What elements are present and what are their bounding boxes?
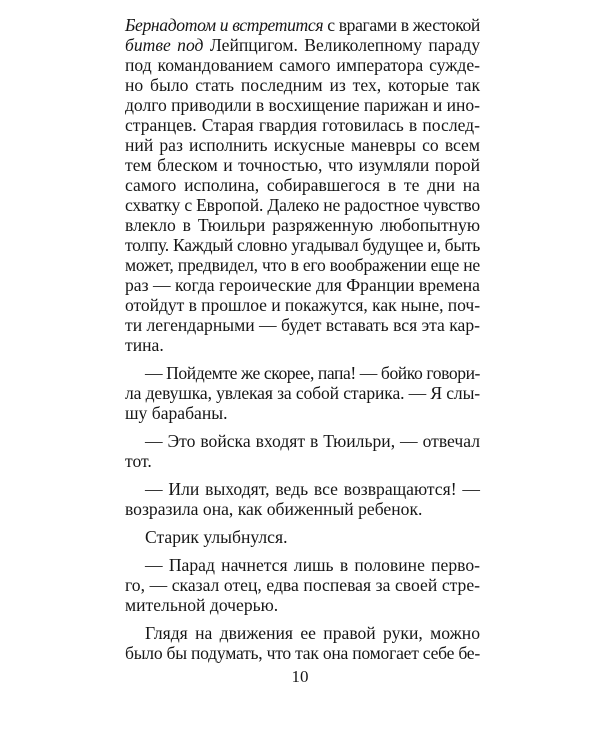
text-line-content: влекло в Тюильри разряженную любопытную: [125, 215, 480, 235]
text-line-content: долго приводили в восхищение парижан и ино-: [125, 95, 480, 115]
text-line-content: раз — когда героические для Франции времена: [125, 275, 480, 295]
text-line-content: ла девушка, увлекая за собой старика. — Я слы-: [125, 383, 480, 403]
text-line-content: под командованием самого императора сужде-: [125, 55, 480, 75]
text-line-content: — Парад начнется лишь в половине перво-: [145, 555, 480, 575]
text-line-content: тот.: [125, 451, 152, 471]
text-line-content: — Пойдемте же скорее, папа! — бойко говори-: [145, 363, 480, 383]
text-line: [0, 522, 600, 552]
page-number: 10: [291, 667, 309, 686]
text-line-content: тем блеском и точностью, что изумляли порой: [125, 155, 480, 175]
text-line-content: мительной дочерью.: [125, 595, 279, 615]
text-line: [0, 638, 600, 668]
regular-text: с врагами в жестокой: [323, 15, 480, 35]
text-line-content: странцев. Старая гвардия готовилась в послед-: [125, 115, 480, 135]
text-line-content: шу барабаны.: [125, 403, 228, 423]
text-line: [0, 446, 600, 476]
text-line-content: Старик улыбнулся.: [145, 527, 288, 547]
text-line-content: Глядя на движения ее правой руки, можно: [145, 623, 480, 643]
text-line-content: самого исполина, собиравшегося в те дни на: [125, 175, 480, 195]
text-line-content: схватку с Европой. Далеко не радостное чувство: [125, 195, 480, 215]
text-line: [0, 330, 600, 360]
text-line-content: тина.: [125, 335, 164, 355]
italic-text: Бернадотом и встретится: [125, 15, 324, 35]
text-line: [0, 398, 600, 428]
regular-text: Лейпцигом. Великолепному параду: [203, 35, 480, 55]
text-line-content: — Или выходят, ведь все возвращаются! —: [145, 479, 480, 499]
text-line-content: может, предвидел, что в его воображении еще не: [125, 255, 480, 275]
text-line-content: было бы подумать, что так она помогает себе бе-: [125, 643, 480, 663]
text-line-content: отойдут в прошлое и покажутся, как ныне, поч-: [125, 295, 480, 315]
text-line-content: — Это войска входят в Тюильри, — отвечал: [145, 431, 480, 451]
text-line: [0, 590, 600, 620]
text-line-content: ний раз исполнить искусные маневры со всем: [125, 135, 480, 155]
text-line-content: возразила она, как обиженный ребенок.: [125, 499, 423, 519]
text-line-content: но было стать последним из тех, которые так: [125, 75, 480, 95]
text-line-content: го, — сказал отец, едва поспевая за своей стре-: [125, 575, 480, 595]
text-line-content: толпу. Каждый словно угадывал будущее и, быть: [125, 235, 480, 255]
text-line: [0, 494, 600, 524]
italic-text: битве под: [125, 35, 204, 55]
text-line-content: ти легендарными — будет вставать вся эта кар-: [125, 315, 480, 335]
